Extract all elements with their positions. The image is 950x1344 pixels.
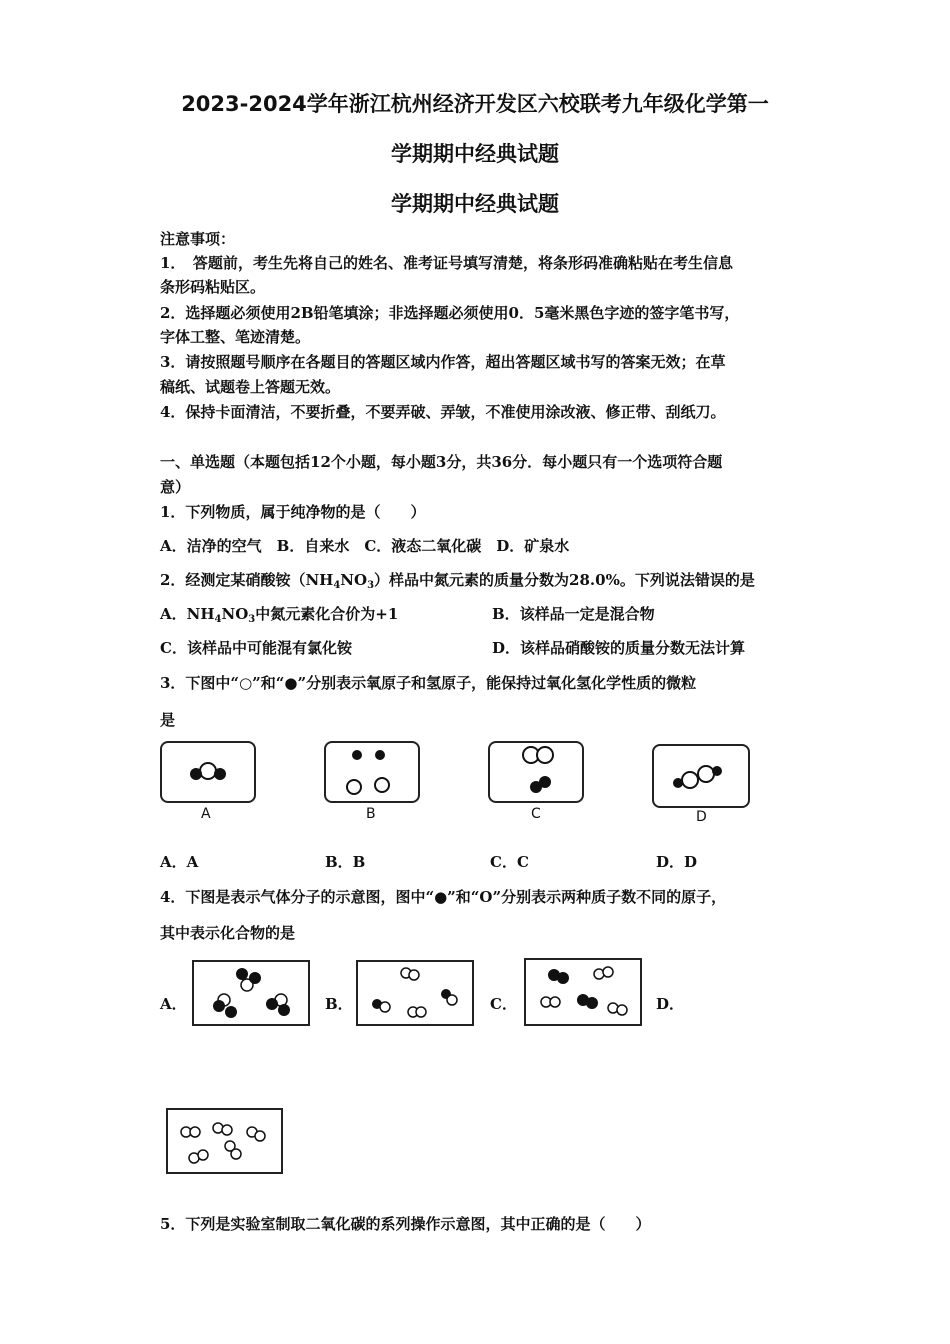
title-line-1: 2023-2024学年浙江杭州经济开发区六校联考九年级化学第一 (181, 92, 769, 116)
notice-item: 条形码粘贴区。 (160, 278, 266, 296)
q2-option-c: C．该样品中可能混有氯化铵 (160, 639, 352, 657)
q4-option-d: D． (656, 995, 685, 1013)
q3-figure-label-b: B (366, 806, 376, 822)
q4-option-a: A． (160, 995, 187, 1013)
q3-option-d: D．D (656, 853, 698, 871)
q3-stem: 3．下图中“○”和“●”分别表示氧原子和氢原子，能保持过氧化氢化学性质的微粒 (160, 674, 697, 692)
q1-stem: 1．下列物质，属于纯净物的是（ ） (160, 503, 426, 521)
q3-figure-label-a: A (201, 806, 211, 822)
q5-stem: 5．下列是实验室制取二氧化碳的系列操作示意图，其中正确的是（ ） (160, 1215, 651, 1233)
q3-figure-d (652, 744, 750, 808)
notice-item: 2．选择题必须使用2B铅笔填涂；非选择题必须使用0．5毫米黑色字迹的签字笔书写， (160, 304, 740, 322)
section-heading: 一、单选题（本题包括12个小题，每小题3分，共36分．每小题只有一个选项符合题 (160, 453, 723, 471)
q4-figure-d (166, 1108, 283, 1174)
section-heading-cont: 意） (160, 478, 191, 496)
q4-stem-cont: 其中表示化合物的是 (160, 924, 296, 942)
q3-option-a: A．A (160, 853, 199, 871)
q4-figure-b (356, 960, 474, 1026)
q3-figure-label-c: C (531, 806, 541, 822)
q3-option-b: B．B (325, 853, 366, 871)
notice-item: 字体工整、笔迹清楚。 (160, 328, 311, 346)
q2-option-a: A．$NH_4NO_3$中氮元素化合价为+1 (160, 605, 399, 625)
q3-figure-c (488, 741, 584, 803)
q3-stem-cont: 是 (160, 711, 176, 729)
q1-options: A．洁净的空气 B．自来水 C．液态二氧化碳 D．矿泉水 (160, 537, 570, 555)
q3-figure-label-d: D (696, 809, 707, 825)
notice-heading: 注意事项： (160, 230, 236, 248)
notice-item: 4．保持卡面清洁，不要折叠，不要弄破、弄皱，不准使用涂改液、修正带、刮纸刀。 (160, 403, 726, 421)
q3-figure-b (324, 741, 420, 803)
notice-item: 稿纸、试题卷上答题无效。 (160, 378, 341, 396)
title-line-2: 学期期中经典试题 (391, 142, 559, 166)
q2-option-b: B．该样品一定是混合物 (492, 605, 655, 623)
q4-option-b: B． (325, 995, 353, 1013)
notice-item: 1． 答题前，考生先将自己的姓名、准考证号填写清楚，将条形码准确粘贴在考生信息 (160, 254, 733, 272)
q4-figure-c (524, 958, 642, 1026)
q3-option-c: C．C (490, 853, 529, 871)
q2-option-d: D．该样品硝酸铵的质量分数无法计算 (492, 639, 746, 657)
q4-figure-a (192, 960, 310, 1026)
q2-stem: 2．经测定某硝酸铵$(NH_4NO_3)$样品中氮元素的质量分数为28.0%。下列说法错误的是 (160, 571, 755, 591)
title-line-3: 学期期中经典试题 (391, 192, 559, 216)
notice-item: 3．请按照题号顺序在各题目的答题区域内作答，超出答题区域书写的答案无效；在草 (160, 353, 726, 371)
q4-option-c: C． (490, 995, 517, 1013)
q3-figure-a (160, 741, 256, 803)
q4-stem: 4．下图是表示气体分子的示意图，图中“●”和“O”分别表示两种质子数不同的原子， (160, 888, 727, 906)
